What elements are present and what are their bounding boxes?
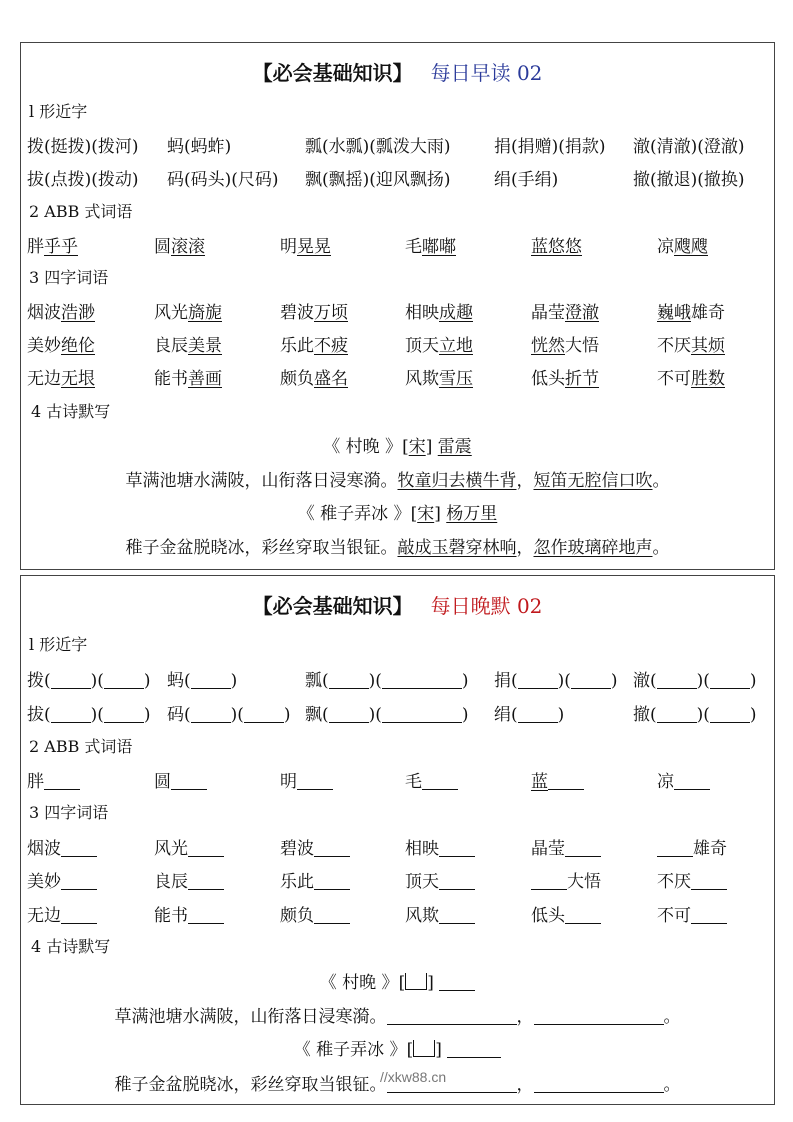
fill-item: 码( )( ) xyxy=(167,705,291,725)
fill-item: 凉 xyxy=(657,767,710,792)
answer-blank[interactable] xyxy=(382,671,462,689)
abb-word: 蓝悠悠 xyxy=(531,237,582,257)
xingjin-item: 码(码头)(尺码) xyxy=(167,170,279,190)
fill-item: 相映 xyxy=(405,834,475,859)
answer-blank[interactable] xyxy=(51,705,91,723)
idiom: 碧波万顷 xyxy=(280,303,348,323)
answer-blank[interactable] xyxy=(657,705,697,723)
answer-blank[interactable] xyxy=(565,906,601,924)
morning-panel xyxy=(20,42,775,570)
answer-blank[interactable] xyxy=(244,705,284,723)
author-blank[interactable] xyxy=(447,1040,501,1058)
section-label-xingjin: l 形近字 xyxy=(29,102,88,121)
fill-item: 捐( )( ) xyxy=(494,671,618,691)
fill-item: 美妙 xyxy=(27,867,97,892)
fill-item: 蓝 xyxy=(531,767,584,792)
poem2-heading: 《 稚子弄冰 》[宋] 杨万里 xyxy=(297,504,498,524)
answer-blank[interactable] xyxy=(691,872,727,890)
idiom: 颇负盛名 xyxy=(280,369,348,389)
answer-blank[interactable] xyxy=(710,705,750,723)
fill-item: 碧波 xyxy=(280,834,350,859)
answer-blank[interactable] xyxy=(548,772,584,790)
fill-item: 圆 xyxy=(154,767,207,792)
idiom: 能书善画 xyxy=(154,369,222,389)
answer-blank[interactable] xyxy=(534,1007,664,1025)
fill-item: 晶莹 xyxy=(531,834,601,859)
answer-blank[interactable] xyxy=(51,671,91,689)
fill-item: 蚂( ) xyxy=(167,671,238,691)
idiom: 良辰美景 xyxy=(154,336,222,356)
watermark: //xkw88.cn xyxy=(380,1069,447,1085)
answer-blank[interactable] xyxy=(710,671,750,689)
answer-blank[interactable] xyxy=(314,839,350,857)
answer-blank[interactable] xyxy=(518,705,558,723)
fill-item: 拨( )( ) xyxy=(27,671,151,691)
xingjin-item: 捐(捐赠)(捐款) xyxy=(494,137,606,157)
section-label-sizi: 3 四字词语 xyxy=(29,268,109,287)
fill-item: 乐此 xyxy=(280,867,350,892)
answer-blank[interactable] xyxy=(387,1007,517,1025)
poem1-lines: 草满池塘水满陂，山衔落日浸寒漪。牧童归去横牛背，短笛无腔信口吹。 xyxy=(125,471,670,491)
answer-blank[interactable] xyxy=(44,772,80,790)
answer-blank[interactable] xyxy=(657,839,693,857)
section-label-xingjin: l 形近字 xyxy=(29,635,88,654)
answer-blank[interactable] xyxy=(188,839,224,857)
idiom: 风光旖旎 xyxy=(154,303,222,323)
answer-blank[interactable] xyxy=(518,671,558,689)
abb-word: 毛嘟嘟 xyxy=(405,237,456,257)
idiom: 不可胜数 xyxy=(657,369,725,389)
xingjin-item: 澈(清澈)(澄澈) xyxy=(633,137,745,157)
section-label-poem: 4 古诗默写 xyxy=(31,402,111,421)
xingjin-item: 撤(撤退)(撤换) xyxy=(633,170,745,190)
fill-item: 绢( ) xyxy=(494,705,565,725)
fill-item: 大悟 xyxy=(531,867,601,892)
idiom: 不厌其烦 xyxy=(657,336,725,356)
poem2-lines: 稚子金盆脱晓冰，彩丝穿取当银钲。敲成玉磬穿林响，忽作玻璃碎地声。 xyxy=(125,538,670,558)
fill-item: 拔( )( ) xyxy=(27,705,151,725)
abb-word: 凉飕飕 xyxy=(657,237,708,257)
answer-blank[interactable] xyxy=(104,705,144,723)
section-label-sizi: 3 四字词语 xyxy=(29,803,109,822)
section-label-abb: 2 ABB 式词语 xyxy=(29,737,133,756)
section-label-poem: 4 古诗默写 xyxy=(31,937,111,956)
xingjin-item: 绢(手绢) xyxy=(494,170,559,190)
answer-blank[interactable] xyxy=(439,872,475,890)
answer-blank[interactable] xyxy=(439,906,475,924)
answer-blank[interactable] xyxy=(61,839,97,857)
morning-heading xyxy=(21,57,774,86)
xingjin-item: 蚂(蚂蚱) xyxy=(167,137,232,157)
fill-item: 撤( )( ) xyxy=(633,705,757,725)
idiom: 无边无垠 xyxy=(27,369,95,389)
evening-subtitle: 每日晚默 02 xyxy=(430,594,543,618)
idiom: 恍然大悟 xyxy=(531,336,599,356)
fill-item: 良辰 xyxy=(154,867,224,892)
answer-blank[interactable] xyxy=(691,906,727,924)
fill-item: 风光 xyxy=(154,834,224,859)
idiom: 烟波浩渺 xyxy=(27,303,95,323)
dynasty-box[interactable] xyxy=(405,973,427,990)
fill-item: 飘( )( ) xyxy=(305,705,469,725)
answer-blank[interactable] xyxy=(188,872,224,890)
fill-item: 顶天 xyxy=(405,867,475,892)
answer-blank[interactable] xyxy=(104,671,144,689)
fill-item: 不厌 xyxy=(657,867,727,892)
answer-blank[interactable] xyxy=(191,671,231,689)
poem-author: 杨万里 xyxy=(446,504,498,524)
fill-item: 澈( )( ) xyxy=(633,671,757,691)
xingjin-item: 瓢(水瓢)(瓢泼大雨) xyxy=(305,137,451,157)
poem-dynasty: 宋 xyxy=(417,504,435,524)
answer-blank[interactable] xyxy=(314,906,350,924)
fill-item: 胖 xyxy=(27,767,80,792)
poem-title: 《 村晚 》 xyxy=(319,973,399,993)
fill-item: 明 xyxy=(280,767,333,792)
author-blank[interactable] xyxy=(439,973,475,991)
poem1-lines: 草满池塘水满陂，山衔落日浸寒漪。 ， 。 xyxy=(114,1007,681,1027)
poem-dynasty: 宋 xyxy=(408,437,426,457)
answer-blank[interactable] xyxy=(191,705,231,723)
answer-blank[interactable] xyxy=(314,872,350,890)
answer-blank[interactable] xyxy=(531,872,567,890)
fill-item: 瓢( )( ) xyxy=(305,671,469,691)
answer-blank[interactable] xyxy=(657,671,697,689)
section-label-abb: 2 ABB 式词语 xyxy=(29,202,133,221)
morning-title: 【必会基础知识】 xyxy=(252,61,413,85)
dynasty-box[interactable] xyxy=(413,1040,435,1057)
xingjin-item: 拨(挺拨)(拨河) xyxy=(27,137,139,157)
answer-blank[interactable] xyxy=(61,906,97,924)
answer-blank[interactable] xyxy=(188,906,224,924)
poem-title: 《 稚子弄冰 》 xyxy=(297,504,411,524)
idiom: 美妙绝伦 xyxy=(27,336,95,356)
poem1-heading: 《 村晚 》[ ] xyxy=(21,968,774,993)
poem-title: 《 村晚 》 xyxy=(323,437,403,457)
idiom: 顶天立地 xyxy=(405,336,473,356)
abb-word: 圆滚滚 xyxy=(154,237,205,257)
answer-blank[interactable] xyxy=(61,872,97,890)
evening-title: 【必会基础知识】 xyxy=(252,594,413,618)
answer-blank[interactable] xyxy=(329,671,369,689)
fill-item: 颇负 xyxy=(280,901,350,926)
idiom: 低头折节 xyxy=(531,369,599,389)
xingjin-item: 拔(点拨)(拨动) xyxy=(27,170,139,190)
fill-item: 低头 xyxy=(531,901,601,926)
answer-blank[interactable] xyxy=(571,671,611,689)
poem1-heading: 《 村晚 》[宋] 雷震 xyxy=(323,437,472,457)
answer-blank[interactable] xyxy=(171,772,207,790)
abb-word: 明晃晃 xyxy=(280,237,331,257)
idiom: 晶莹澄澈 xyxy=(531,303,599,323)
xingjin-item: 飘(飘摇)(迎风飘扬) xyxy=(305,170,451,190)
fill-item: 能书 xyxy=(154,901,224,926)
answer-blank[interactable] xyxy=(297,772,333,790)
idiom: 相映成趣 xyxy=(405,303,473,323)
poem2-lines: 稚子金盆脱晓冰，彩丝穿取当银钲。 ， 。 xyxy=(114,1075,681,1095)
fill-item: 不可 xyxy=(657,901,727,926)
answer-blank[interactable] xyxy=(534,1075,664,1093)
poem-title: 《 稚子弄冰 》 xyxy=(293,1040,407,1060)
idiom: 乐此不疲 xyxy=(280,336,348,356)
idiom: 风欺雪压 xyxy=(405,369,473,389)
answer-blank[interactable] xyxy=(422,772,458,790)
answer-blank[interactable] xyxy=(565,839,601,857)
fill-item: 毛 xyxy=(405,767,458,792)
poem-author: 雷震 xyxy=(437,437,472,457)
answer-blank[interactable] xyxy=(674,772,710,790)
fill-item: 风欺 xyxy=(405,901,475,926)
answer-blank[interactable] xyxy=(382,705,462,723)
answer-blank[interactable] xyxy=(329,705,369,723)
idiom: 巍峨雄奇 xyxy=(657,303,725,323)
fill-item: 雄奇 xyxy=(657,834,727,859)
fill-item: 烟波 xyxy=(27,834,97,859)
evening-heading xyxy=(21,590,774,619)
poem2-heading: 《 稚子弄冰 》[ ] xyxy=(21,1035,774,1060)
fill-item: 无边 xyxy=(27,901,97,926)
abb-word: 胖乎乎 xyxy=(27,237,78,257)
morning-subtitle: 每日早读 02 xyxy=(430,61,543,85)
evening-panel xyxy=(20,575,775,1105)
answer-blank[interactable] xyxy=(439,839,475,857)
